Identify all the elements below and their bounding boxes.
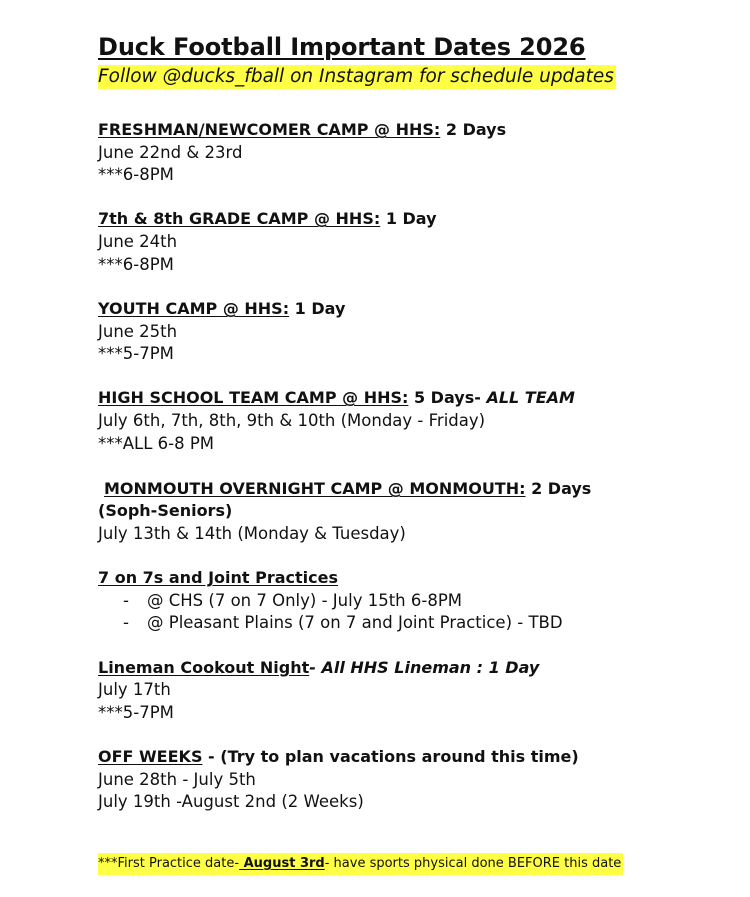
section-grade-camp-date: June 24th [98, 232, 178, 251]
section-7on7-header [98, 567, 338, 589]
off-week-2: July 19th -August 2nd (2 Weeks) [98, 792, 364, 811]
section-team-camp-date: July 6th, 7th, 8th, 9th & 10th (Monday - Friday) [98, 411, 486, 430]
section-freshman-date: June 22nd & 23rd [98, 143, 243, 162]
section-duration: 5 Days- [408, 388, 487, 407]
section-audience: - All HHS Lineman : 1 Day [309, 658, 540, 677]
section-monmouth-header [104, 478, 591, 500]
section-title: YOUTH CAMP @ HHS: [98, 299, 290, 318]
section-title: 7th & 8th GRADE CAMP @ HHS: [98, 209, 381, 228]
section-audience: ALL TEAM [486, 388, 575, 407]
bullet-dash: - [123, 591, 129, 610]
section-title: MONMOUTH OVERNIGHT CAMP @ MONMOUTH: [104, 479, 526, 498]
section-note: - (Try to plan vacations around this time) [202, 747, 579, 766]
section-freshman-header [98, 119, 506, 141]
section-team-camp-time: ***ALL 6-8 PM [98, 434, 215, 453]
section-youth-camp-header [98, 298, 345, 320]
footer-prefix: ***First Practice date- [98, 856, 240, 871]
section-lineman-header [98, 657, 539, 679]
section-duration: 2 Days [525, 479, 592, 498]
bullet-chs: @ CHS (7 on 7 Only) - July 15th 6-8PM [147, 591, 463, 610]
section-duration: 2 Days [440, 120, 507, 139]
first-practice-date: August 3rd [239, 856, 325, 871]
section-youth-camp-time: ***5-7PM [98, 344, 174, 363]
bullet-dash: - [123, 613, 129, 632]
first-practice-note [98, 853, 623, 875]
section-monmouth-audience: (Soph-Seniors) [98, 501, 233, 520]
footer-suffix: - have sports physical done BEFORE this date [324, 856, 622, 871]
section-monmouth-date: July 13th & 14th (Monday & Tuesday) [98, 524, 406, 543]
section-grade-camp-header [98, 208, 437, 230]
section-title: FRESHMAN/NEWCOMER CAMP @ HHS: [98, 120, 441, 139]
page-title: Duck Football Important Dates 2026 [98, 33, 586, 61]
section-title: 7 on 7s and Joint Practices [98, 568, 339, 587]
off-week-1: June 28th - July 5th [98, 770, 256, 789]
instagram-subtitle: Follow @ducks_fball on Instagram for schedule updates [98, 66, 614, 87]
section-title: OFF WEEKS [98, 747, 203, 766]
section-lineman-time: ***5-7PM [98, 703, 174, 722]
section-youth-camp-date: June 25th [98, 322, 178, 341]
section-duration: 1 Day [289, 299, 346, 318]
bullet-pleasant-plains: @ Pleasant Plains (7 on 7 and Joint Practice) - TBD [147, 613, 563, 632]
section-duration: 1 Day [380, 209, 437, 228]
section-lineman-date: July 17th [98, 680, 171, 699]
section-grade-camp-time: ***6-8PM [98, 255, 174, 274]
section-freshman-time: ***6-8PM [98, 165, 174, 184]
section-off-weeks-header [98, 746, 579, 768]
section-team-camp-header [98, 387, 575, 409]
section-title: HIGH SCHOOL TEAM CAMP @ HHS: [98, 388, 409, 407]
section-title: Lineman Cookout Night [98, 658, 310, 677]
